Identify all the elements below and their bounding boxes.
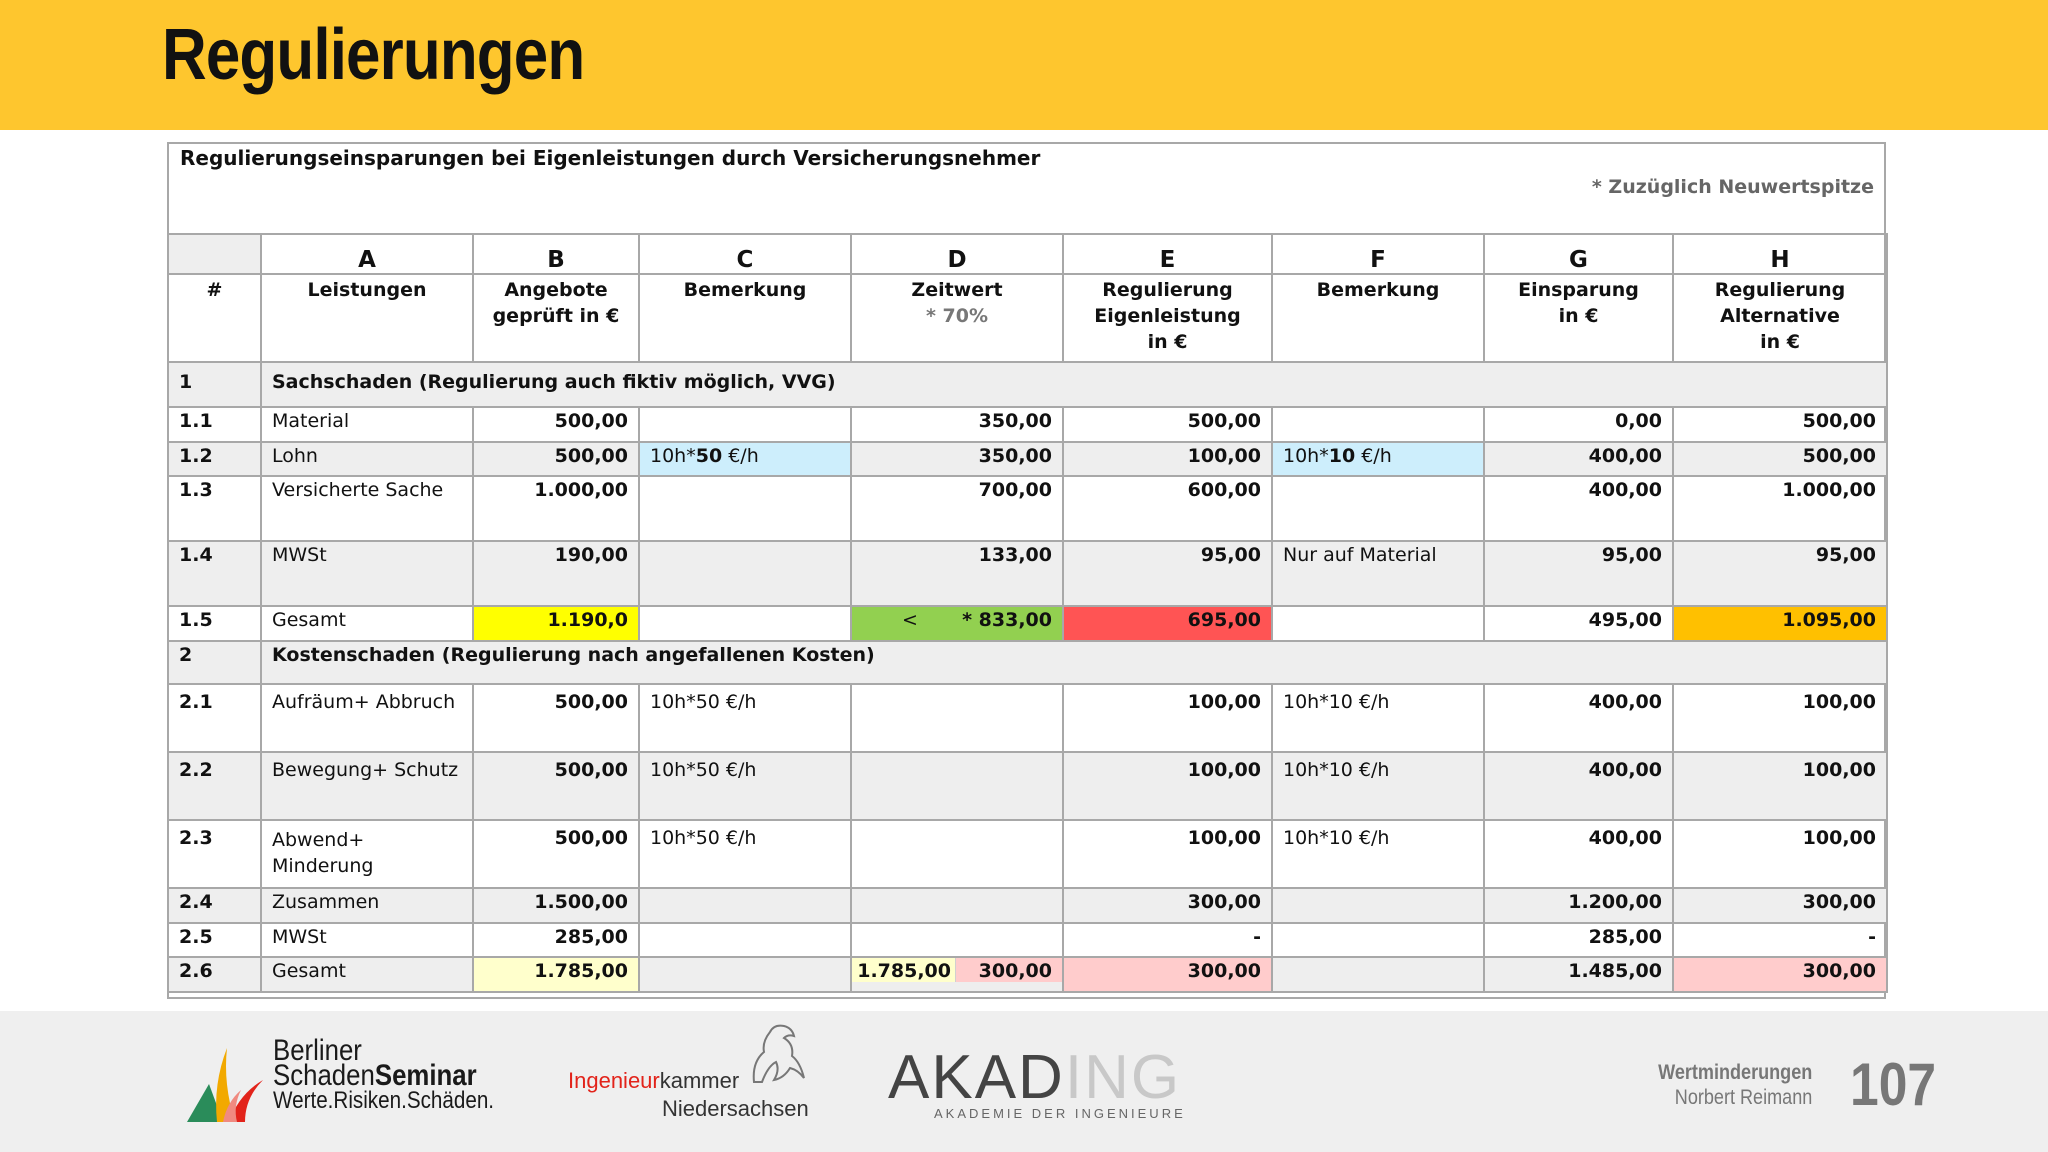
section-row [168, 641, 1887, 684]
cell-bemerkung-2 [1272, 957, 1484, 992]
cell-bemerkung: 10h*50 €/h [639, 820, 851, 888]
table-row [168, 888, 1887, 923]
cell-eigenleistung: 300,00 [1063, 957, 1272, 992]
header-text: Leistungen [307, 279, 427, 301]
cell-bemerkung-2 [1272, 606, 1484, 641]
cell-leistung: MWSt [261, 541, 473, 606]
presentation-info [1658, 1060, 1812, 1110]
cell-einsparung: 400,00 [1484, 820, 1673, 888]
cell-alternative: 100,00 [1673, 684, 1887, 752]
less-than-marker: < [902, 609, 918, 631]
cell-alternative: 500,00 [1673, 442, 1887, 476]
cell-einsparung: 495,00 [1484, 606, 1673, 641]
cell-eigenleistung: 600,00 [1063, 476, 1272, 541]
cell-leistung: Zusammen [261, 888, 473, 923]
cell-bemerkung [639, 957, 851, 992]
row-index: 2.4 [168, 888, 261, 923]
cell-angebot: 500,00 [473, 684, 639, 752]
header-text: geprüft in € [492, 305, 620, 327]
table-row [168, 541, 1887, 606]
cell-angebot: 500,00 [473, 752, 639, 820]
cell-bemerkung-2 [1272, 407, 1484, 442]
text-part: Minderung [272, 855, 374, 877]
cell-zeitwert [851, 684, 1063, 752]
header-subtext: * 70% [925, 305, 989, 327]
cell-eigenleistung: - [1063, 923, 1272, 957]
logo-text: ING [1064, 1043, 1182, 1112]
cell-alternative: - [1673, 923, 1887, 957]
cell-bemerkung [639, 541, 851, 606]
row-index: 2 [168, 641, 261, 684]
cell-leistung: Bewegung+ Schutz [261, 752, 473, 820]
row-index: 2.3 [168, 820, 261, 888]
cell-alternative: 300,00 [1673, 888, 1887, 923]
cell-zeitwert [851, 888, 1063, 923]
logo-text: Schaden [273, 1059, 375, 1092]
cell-alternative: 100,00 [1673, 820, 1887, 888]
cell-angebot: 500,00 [473, 820, 639, 888]
row-index: 1.1 [168, 407, 261, 442]
row-index: 1.3 [168, 476, 261, 541]
row-index: 2.6 [168, 957, 261, 992]
logo-line [273, 1059, 494, 1092]
cell-angebot: 190,00 [473, 541, 639, 606]
cell-eigenleistung: 95,00 [1063, 541, 1272, 606]
cell-angebot: 500,00 [473, 442, 639, 476]
text-part: * 833,00 [962, 609, 1052, 631]
cell-angebot: 1.190,0 [473, 606, 639, 641]
cell-bemerkung-2: 10h*10 €/h [1272, 820, 1484, 888]
header-text: in € [1760, 331, 1800, 353]
text-part: 50 [695, 445, 723, 467]
cell-angebot: 285,00 [473, 923, 639, 957]
cell-zeitwert: 350,00 [851, 442, 1063, 476]
sheet-note: * Zuzüglich Neuwertspitze [1591, 176, 1874, 198]
text-part: €/h [722, 445, 759, 467]
row-index: 2.2 [168, 752, 261, 820]
table-row [168, 923, 1887, 957]
cell-alternative: 1.095,00 [1673, 606, 1887, 641]
akading-wordmark [888, 1042, 1181, 1113]
header-text: Angebote [504, 279, 608, 301]
cell-alternative: 100,00 [1673, 752, 1887, 820]
cell-zeitwert [851, 606, 1063, 641]
header-cell [168, 274, 261, 362]
header-text: in € [1147, 331, 1188, 353]
ingenieurkammer-text [568, 1068, 739, 1094]
column-letter [168, 234, 261, 274]
table-row [168, 752, 1887, 820]
cell-bemerkung-2: 10h*10 €/h [1272, 684, 1484, 752]
cell-eigenleistung: 100,00 [1063, 752, 1272, 820]
header-row [168, 274, 1887, 362]
header-cell [261, 274, 473, 362]
column-letter: F [1272, 234, 1484, 274]
cell-bemerkung [639, 923, 851, 957]
cell-angebot: 500,00 [473, 407, 639, 442]
sheet-title: Regulierungseinsparungen bei Eigenleistungen durch Versicherungsnehmer [180, 146, 1041, 170]
row-index: 1.4 [168, 541, 261, 606]
cell-bemerkung: 10h*50 €/h [639, 684, 851, 752]
cell-eigenleistung: 100,00 [1063, 684, 1272, 752]
header-cell [1673, 274, 1887, 362]
logo-line: Berliner [273, 1034, 362, 1067]
header-cell [1272, 274, 1484, 362]
row-index: 1.2 [168, 442, 261, 476]
column-letter: G [1484, 234, 1673, 274]
berliner-schadenseminar-logo [183, 1034, 495, 1120]
cell-zeitwert [851, 957, 1063, 992]
cell-leistung: Gesamt [261, 606, 473, 641]
cell-eigenleistung: 100,00 [1063, 820, 1272, 888]
cell-einsparung: 400,00 [1484, 752, 1673, 820]
header-text: Regulierung [1102, 279, 1233, 301]
presentation-topic: Wertminderungen [1657, 1061, 1812, 1084]
column-letter-row [168, 234, 1887, 274]
text-part: 10 [1328, 445, 1356, 467]
row-index: 1 [168, 362, 261, 407]
header-text: Einsparung [1518, 279, 1639, 301]
header-text: Alternative [1720, 305, 1840, 327]
cell-angebot: 1.000,00 [473, 476, 639, 541]
table-row [168, 442, 1887, 476]
cell-alternative: 1.000,00 [1673, 476, 1887, 541]
cell-bemerkung: 10h*50 €/h [639, 752, 851, 820]
flame-logo-icon [183, 1044, 265, 1124]
niedersachsen-text: Niedersachsen [662, 1096, 809, 1121]
table-row [168, 684, 1887, 752]
cell-einsparung: 400,00 [1484, 476, 1673, 541]
header-text: in € [1558, 305, 1599, 327]
cell-bemerkung [639, 606, 851, 641]
cell-zeitwert: 133,00 [851, 541, 1063, 606]
cell-eigenleistung: 500,00 [1063, 407, 1272, 442]
header-cell [639, 274, 851, 362]
text-part: 10h* [650, 445, 696, 467]
column-letter: D [851, 234, 1063, 274]
cell-bemerkung-2 [1272, 442, 1484, 476]
header-text: Zeitwert [911, 279, 1003, 301]
cell-bemerkung-2: Nur auf Material [1272, 541, 1484, 606]
text-part: Abwend+ [272, 829, 365, 851]
cell-zeitwert [851, 752, 1063, 820]
cell-leistung: Aufräum+ Abbruch [261, 684, 473, 752]
header-text: Eigenleistung [1094, 305, 1241, 327]
column-letter: C [639, 234, 851, 274]
cell-bemerkung-2 [1272, 476, 1484, 541]
header-cell [1484, 274, 1673, 362]
presenter-name: Norbert Reimann [1674, 1086, 1812, 1109]
cell-bemerkung-2 [1272, 923, 1484, 957]
akading-tagline: AKADEMIE DER INGENIEURE [934, 1106, 1186, 1121]
cell-leistung: Gesamt [261, 957, 473, 992]
cell-zeitwert: 700,00 [851, 476, 1063, 541]
section-label: Sachschaden (Regulierung auch fiktiv möglich, VVG) [261, 362, 1887, 407]
row-index: 2.5 [168, 923, 261, 957]
cell-alternative: 500,00 [1673, 407, 1887, 442]
header-cell [473, 274, 639, 362]
cell-eigenleistung: 100,00 [1063, 442, 1272, 476]
cell-leistung [261, 820, 473, 888]
berliner-schadenseminar-text [273, 1034, 495, 1114]
cell-einsparung: 0,00 [1484, 407, 1673, 442]
page-number: 107 [1849, 1051, 1936, 1118]
header-text: Bemerkung [1316, 279, 1440, 301]
cell-angebot: 1.785,00 [473, 957, 639, 992]
cell-bemerkung [639, 442, 851, 476]
section-label: Kostenschaden (Regulierung nach angefallenen Kosten) [261, 641, 1887, 684]
column-letter: A [261, 234, 473, 274]
header-text: Regulierung [1714, 279, 1846, 301]
cell-leistung: Versicherte Sache [261, 476, 473, 541]
header-text: Bemerkung [683, 279, 807, 301]
logo-text: Ingenieur [568, 1068, 660, 1093]
table-row [168, 820, 1887, 888]
title-bar [0, 0, 2048, 130]
logo-text: kammer [659, 1068, 740, 1093]
table-row [168, 606, 1887, 641]
row-index: 2.1 [168, 684, 261, 752]
section-row [168, 362, 1887, 407]
cell-bemerkung [639, 476, 851, 541]
cell-alternative: 95,00 [1673, 541, 1887, 606]
column-letter: B [473, 234, 639, 274]
header-cell [1063, 274, 1272, 362]
table-row [168, 407, 1887, 442]
cell-angebot: 1.500,00 [473, 888, 639, 923]
logo-text: AKAD [888, 1043, 1065, 1112]
slide-title: Regulierungen [162, 15, 585, 95]
cell-bemerkung-2: 10h*10 €/h [1272, 752, 1484, 820]
cell-zeitwert [851, 923, 1063, 957]
cell-eigenleistung: 695,00 [1063, 606, 1272, 641]
ingenieurkammer-logo [566, 1022, 826, 1122]
zeitwert-part-2: 300,00 [956, 958, 1062, 982]
cell-einsparung: 285,00 [1484, 923, 1673, 957]
regulation-table [167, 233, 1888, 993]
cell-zeitwert: 350,00 [851, 407, 1063, 442]
cell-leistung: Lohn [261, 442, 473, 476]
zeitwert-part-1: 1.785,00 [852, 958, 956, 982]
cell-einsparung: 95,00 [1484, 541, 1673, 606]
header-cell [851, 274, 1063, 362]
cell-alternative: 300,00 [1673, 957, 1887, 992]
cell-leistung: MWSt [261, 923, 473, 957]
cell-einsparung: 400,00 [1484, 684, 1673, 752]
cell-leistung: Material [261, 407, 473, 442]
cell-eigenleistung: 300,00 [1063, 888, 1272, 923]
cell-einsparung: 1.200,00 [1484, 888, 1673, 923]
text-part: €/h [1355, 445, 1392, 467]
row-index: 1.5 [168, 606, 261, 641]
horse-icon [744, 1022, 808, 1086]
logo-line: Werte.Risiken.Schäden. [273, 1087, 495, 1114]
table-row [168, 476, 1887, 541]
cell-zeitwert [851, 820, 1063, 888]
column-letter: H [1673, 234, 1887, 274]
logo-text: Seminar [374, 1059, 477, 1092]
cell-einsparung: 400,00 [1484, 442, 1673, 476]
akading-logo [888, 1042, 1208, 1122]
column-letter: E [1063, 234, 1272, 274]
cell-bemerkung [639, 407, 851, 442]
cell-bemerkung-2 [1272, 888, 1484, 923]
table-row [168, 957, 1887, 992]
cell-einsparung: 1.485,00 [1484, 957, 1673, 992]
text-part: 10h* [1283, 445, 1329, 467]
cell-bemerkung [639, 888, 851, 923]
header-text: # [206, 279, 223, 301]
